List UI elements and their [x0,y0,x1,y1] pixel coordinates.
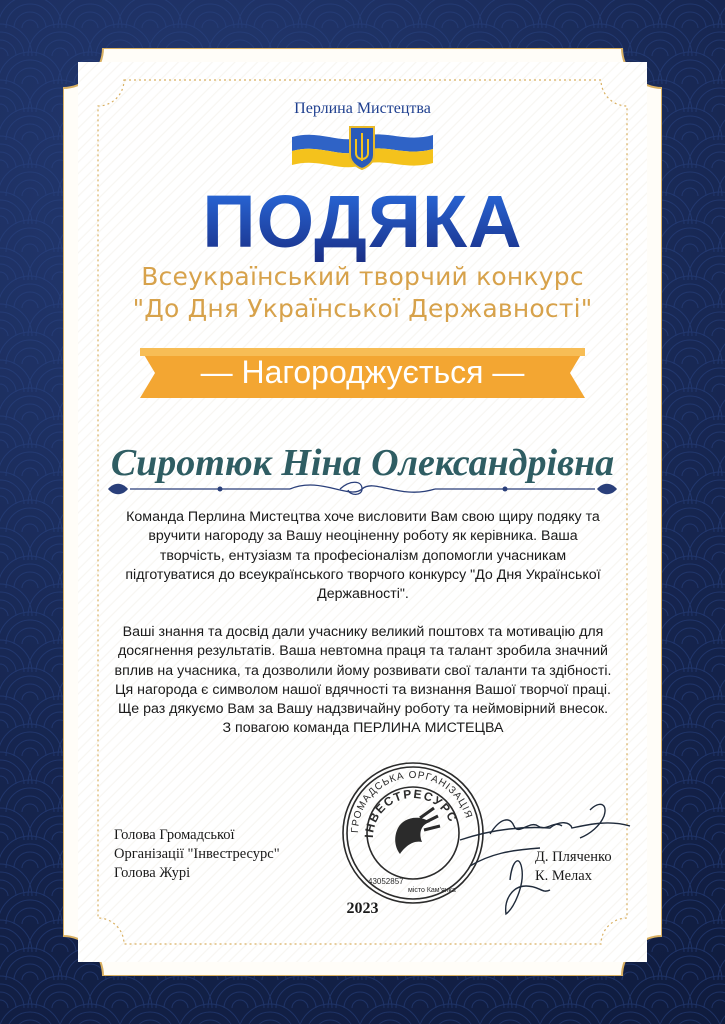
signatory-title: Організації "Інвестресурс" [114,846,280,862]
seal-outer-text: ГРОМАДСЬКА ОРГАНІЗАЦІЯ [349,769,475,834]
seal-code: 43052857 [368,877,404,886]
body-line: Ця нагорода є символом нашої вдячності та визнання Вашої творчої праці. [115,681,611,698]
body-line: творчість, ентузіазм та професіоналізм допомогли учасникам [159,547,567,564]
ribbon-label: — Нагороджується — [200,354,525,390]
seal-city: місто Кам'янка [408,887,456,894]
contest-line-1: Всеукраїнський творчий конкурс [141,262,584,291]
body-line: підготуватися до всеукраїнського творчого конкурсу "До Дня Української [125,566,601,583]
signatory-name: Д. Пляченко [535,849,612,865]
body-line: вплив на учасника, та дозволили йому розвивати свої таланти та здібності. [114,662,612,679]
body-line: З повагою команда ПЕРЛИНА МИСТЕЦВА [222,720,504,737]
flourish-divider-icon [100,478,625,500]
certificate-year: 2023 [346,900,379,917]
contest-line-2: "До Дня Української Державності" [132,294,593,323]
organization-name: Перлина Мистецтва [294,100,431,117]
signatory-title: Голова Громадської [114,827,235,843]
body-line: Команда Перлина Мистецтва хоче висловити Вам свою щиру подяку та [126,509,600,525]
signatory-name: К. Мелах [535,868,592,884]
signatory-titles [114,826,280,883]
ukraine-flag-trident-icon [290,125,435,173]
recipient-name: Сиротюк Ніна Олександрівна [110,442,615,484]
body-line: вручити нагороду за Вашу неоціненну роботу як керівника. Ваша [148,528,578,545]
body-line: досягнення результатів. Ваша невтомна праця та талант зробила значний [118,643,608,660]
certificate-title: ПОДЯКА [0,182,725,262]
body-line: Державності". [317,586,409,603]
body-paragraph-2 [108,623,618,739]
body-paragraph-1 [108,508,618,604]
signatory-names [535,848,612,886]
body-line: Ваші знання та досвід дали учаснику великий поштовх та мотивацію для [122,624,604,640]
signatory-title: Голова Журі [114,865,191,881]
seal-inner-text: ІНВЕСТРЕСУРС [361,786,461,839]
body-line: Ще раз дякуємо Вам за Вашу надзвичайну роботу та неймовірний внесок. [117,701,609,718]
